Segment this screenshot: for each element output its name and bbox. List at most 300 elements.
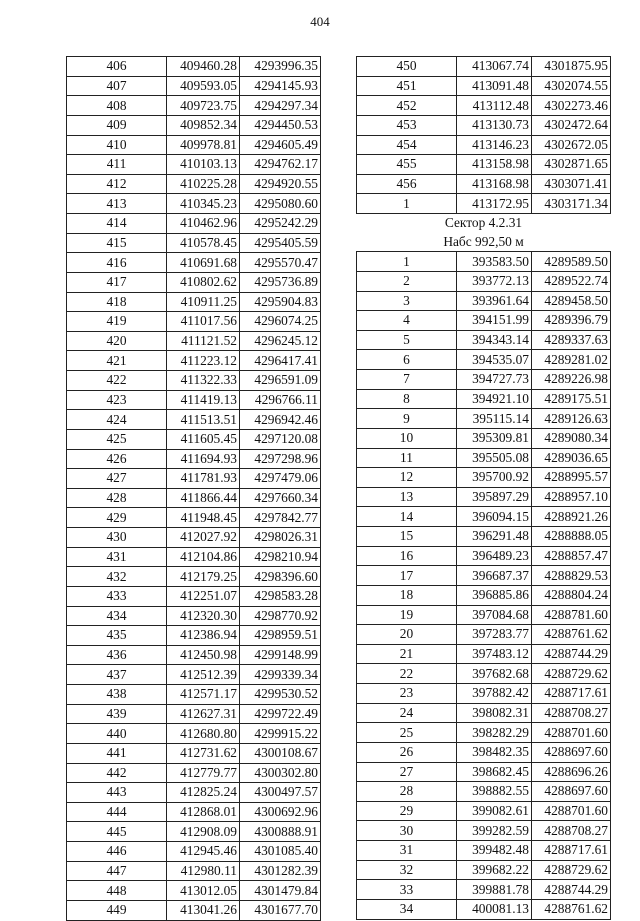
x-coordinate-cell: 398882.55 [457, 782, 532, 802]
x-coordinate-cell: 412680.80 [167, 724, 240, 744]
y-coordinate-cell: 4289175.51 [532, 389, 611, 409]
table-row [357, 487, 611, 507]
y-coordinate-cell: 4301085.40 [240, 842, 321, 862]
table-row [67, 233, 321, 253]
x-coordinate-cell: 393583.50 [457, 252, 532, 272]
y-coordinate-cell: 4294145.93 [240, 76, 321, 96]
y-coordinate-cell: 4300302.80 [240, 763, 321, 783]
point-number-cell: 433 [67, 586, 167, 606]
point-number-cell: 22 [357, 664, 457, 684]
table-row [357, 723, 611, 743]
x-coordinate-cell: 410345.23 [167, 194, 240, 214]
y-coordinate-cell: 4288697.60 [532, 742, 611, 762]
point-number-cell: 444 [67, 802, 167, 822]
x-coordinate-cell: 394343.14 [457, 330, 532, 350]
y-coordinate-cell: 4288697.60 [532, 782, 611, 802]
point-number-cell: 409 [67, 115, 167, 135]
point-number-cell: 445 [67, 822, 167, 842]
y-coordinate-cell: 4300497.57 [240, 783, 321, 803]
x-coordinate-cell: 396489.23 [457, 546, 532, 566]
x-coordinate-cell: 396885.86 [457, 585, 532, 605]
table-row [357, 194, 611, 214]
table-row [67, 174, 321, 194]
table-row [67, 685, 321, 705]
table-row [357, 370, 611, 390]
table-row [357, 311, 611, 331]
point-number-cell: 21 [357, 644, 457, 664]
table-row [357, 448, 611, 468]
y-coordinate-cell: 4295080.60 [240, 194, 321, 214]
x-coordinate-cell: 394921.10 [457, 389, 532, 409]
x-coordinate-cell: 399482.48 [457, 841, 532, 861]
point-number-cell: 449 [67, 900, 167, 920]
table-row [357, 135, 611, 155]
y-coordinate-cell: 4289522.74 [532, 271, 611, 291]
point-number-cell: 3 [357, 291, 457, 311]
x-coordinate-cell: 410802.62 [167, 272, 240, 292]
sector-heading-row [357, 214, 611, 233]
x-coordinate-cell: 394727.73 [457, 370, 532, 390]
x-coordinate-cell: 397283.77 [457, 625, 532, 645]
table-row [67, 410, 321, 430]
coordinates-table-right [356, 56, 611, 920]
x-coordinate-cell: 411948.45 [167, 508, 240, 528]
y-coordinate-cell: 4297842.77 [240, 508, 321, 528]
table-row [67, 214, 321, 234]
y-coordinate-cell: 4302472.64 [532, 115, 611, 135]
y-coordinate-cell: 4295405.59 [240, 233, 321, 253]
y-coordinate-cell: 4288761.62 [532, 899, 611, 919]
table-row [67, 900, 321, 920]
table-row [67, 469, 321, 489]
y-coordinate-cell: 4297660.34 [240, 488, 321, 508]
y-coordinate-cell: 4288888.05 [532, 527, 611, 547]
y-coordinate-cell: 4288729.62 [532, 664, 611, 684]
x-coordinate-cell: 413091.48 [457, 76, 532, 96]
x-coordinate-cell: 412868.01 [167, 802, 240, 822]
table-row [357, 57, 611, 77]
point-number-cell: 412 [67, 174, 167, 194]
y-coordinate-cell: 4288921.26 [532, 507, 611, 527]
table-row [67, 371, 321, 391]
point-number-cell: 439 [67, 704, 167, 724]
table-row [357, 330, 611, 350]
point-number-cell: 446 [67, 842, 167, 862]
y-coordinate-cell: 4295904.83 [240, 292, 321, 312]
y-coordinate-cell: 4296766.11 [240, 390, 321, 410]
table-row [67, 763, 321, 783]
point-number-cell: 415 [67, 233, 167, 253]
y-coordinate-cell: 4301282.39 [240, 861, 321, 881]
x-coordinate-cell: 399682.22 [457, 860, 532, 880]
point-number-cell: 427 [67, 469, 167, 489]
point-number-cell: 421 [67, 351, 167, 371]
y-coordinate-cell: 4289226.98 [532, 370, 611, 390]
y-coordinate-cell: 4297298.96 [240, 449, 321, 469]
table-row [357, 880, 611, 900]
table-row [67, 802, 321, 822]
x-coordinate-cell: 409978.81 [167, 135, 240, 155]
x-coordinate-cell: 413041.26 [167, 900, 240, 920]
y-coordinate-cell: 4289589.50 [532, 252, 611, 272]
point-number-cell: 25 [357, 723, 457, 743]
point-number-cell: 28 [357, 782, 457, 802]
point-number-cell: 1 [357, 194, 457, 214]
table-row [357, 155, 611, 175]
point-number-cell: 6 [357, 350, 457, 370]
table-row [357, 507, 611, 527]
y-coordinate-cell: 4289080.34 [532, 428, 611, 448]
point-number-cell: 26 [357, 742, 457, 762]
point-number-cell: 428 [67, 488, 167, 508]
point-number-cell: 448 [67, 881, 167, 901]
point-number-cell: 9 [357, 409, 457, 429]
x-coordinate-cell: 413172.95 [457, 194, 532, 214]
table-row [357, 762, 611, 782]
point-number-cell: 20 [357, 625, 457, 645]
table-row [357, 585, 611, 605]
y-coordinate-cell: 4289458.50 [532, 291, 611, 311]
table-row [67, 822, 321, 842]
table-row [67, 567, 321, 587]
table-row [67, 743, 321, 763]
point-number-cell: 33 [357, 880, 457, 900]
x-coordinate-cell: 398482.35 [457, 742, 532, 762]
y-coordinate-cell: 4302074.55 [532, 76, 611, 96]
x-coordinate-cell: 412731.62 [167, 743, 240, 763]
point-number-cell: 23 [357, 684, 457, 704]
y-coordinate-cell: 4298026.31 [240, 528, 321, 548]
x-coordinate-cell: 412386.94 [167, 626, 240, 646]
point-number-cell: 1 [357, 252, 457, 272]
point-number-cell: 34 [357, 899, 457, 919]
point-number-cell: 432 [67, 567, 167, 587]
table-row [357, 801, 611, 821]
x-coordinate-cell: 411223.12 [167, 351, 240, 371]
y-coordinate-cell: 4289281.02 [532, 350, 611, 370]
x-coordinate-cell: 411866.44 [167, 488, 240, 508]
table-row [67, 155, 321, 175]
point-number-cell: 29 [357, 801, 457, 821]
y-coordinate-cell: 4296417.41 [240, 351, 321, 371]
point-number-cell: 413 [67, 194, 167, 214]
y-coordinate-cell: 4288804.24 [532, 585, 611, 605]
x-coordinate-cell: 393772.13 [457, 271, 532, 291]
y-coordinate-cell: 4298959.51 [240, 626, 321, 646]
y-coordinate-cell: 4299530.52 [240, 685, 321, 705]
table-row [67, 645, 321, 665]
point-number-cell: 425 [67, 429, 167, 449]
table-row [357, 821, 611, 841]
x-coordinate-cell: 400081.13 [457, 899, 532, 919]
point-number-cell: 2 [357, 271, 457, 291]
table-row [67, 508, 321, 528]
point-number-cell: 16 [357, 546, 457, 566]
table-row [357, 389, 611, 409]
x-coordinate-cell: 412104.86 [167, 547, 240, 567]
x-coordinate-cell: 411121.52 [167, 331, 240, 351]
y-coordinate-cell: 4300692.96 [240, 802, 321, 822]
point-number-cell: 441 [67, 743, 167, 763]
point-number-cell: 422 [67, 371, 167, 391]
x-coordinate-cell: 410462.96 [167, 214, 240, 234]
point-number-cell: 406 [67, 57, 167, 77]
table-row [67, 96, 321, 116]
table-row [357, 899, 611, 919]
y-coordinate-cell: 4300888.91 [240, 822, 321, 842]
sector-heading-row [357, 233, 611, 252]
y-coordinate-cell: 4288701.60 [532, 723, 611, 743]
x-coordinate-cell: 397882.42 [457, 684, 532, 704]
table-row [357, 664, 611, 684]
y-coordinate-cell: 4288995.57 [532, 468, 611, 488]
table-row [357, 684, 611, 704]
point-number-cell: 447 [67, 861, 167, 881]
point-number-cell: 440 [67, 724, 167, 744]
x-coordinate-cell: 410225.28 [167, 174, 240, 194]
point-number-cell: 17 [357, 566, 457, 586]
table-row [67, 331, 321, 351]
x-coordinate-cell: 412627.31 [167, 704, 240, 724]
y-coordinate-cell: 4289126.63 [532, 409, 611, 429]
x-coordinate-cell: 395700.92 [457, 468, 532, 488]
table-row [357, 703, 611, 723]
sector-subtitle: Набс 992,50 м [443, 233, 524, 249]
point-number-cell: 7 [357, 370, 457, 390]
point-number-cell: 10 [357, 428, 457, 448]
y-coordinate-cell: 4289396.79 [532, 311, 611, 331]
point-number-cell: 27 [357, 762, 457, 782]
x-coordinate-cell: 412980.11 [167, 861, 240, 881]
y-coordinate-cell: 4299339.34 [240, 665, 321, 685]
y-coordinate-cell: 4300108.67 [240, 743, 321, 763]
point-number-cell: 5 [357, 330, 457, 350]
x-coordinate-cell: 412027.92 [167, 528, 240, 548]
y-coordinate-cell: 4294762.17 [240, 155, 321, 175]
table-row [357, 428, 611, 448]
x-coordinate-cell: 412945.46 [167, 842, 240, 862]
x-coordinate-cell: 413158.98 [457, 155, 532, 175]
point-number-cell: 11 [357, 448, 457, 468]
x-coordinate-cell: 411781.93 [167, 469, 240, 489]
table-row [357, 350, 611, 370]
point-number-cell: 14 [357, 507, 457, 527]
table-row [357, 605, 611, 625]
x-coordinate-cell: 412512.39 [167, 665, 240, 685]
point-number-cell: 453 [357, 115, 457, 135]
table-row [67, 272, 321, 292]
point-number-cell: 31 [357, 841, 457, 861]
table-row [357, 566, 611, 586]
x-coordinate-cell: 411419.13 [167, 390, 240, 410]
x-coordinate-cell: 411605.45 [167, 429, 240, 449]
table-row [357, 96, 611, 116]
x-coordinate-cell: 399282.59 [457, 821, 532, 841]
point-number-cell: 438 [67, 685, 167, 705]
table-row [357, 841, 611, 861]
y-coordinate-cell: 4302672.05 [532, 135, 611, 155]
point-number-cell: 13 [357, 487, 457, 507]
x-coordinate-cell: 395897.29 [457, 487, 532, 507]
x-coordinate-cell: 413012.05 [167, 881, 240, 901]
y-coordinate-cell: 4296074.25 [240, 312, 321, 332]
y-coordinate-cell: 4298210.94 [240, 547, 321, 567]
point-number-cell: 434 [67, 606, 167, 626]
table-row [357, 527, 611, 547]
table-row [67, 783, 321, 803]
y-coordinate-cell: 4294450.53 [240, 115, 321, 135]
table-row [67, 488, 321, 508]
table-row [67, 351, 321, 371]
table-row [67, 449, 321, 469]
table-row [67, 606, 321, 626]
point-number-cell: 418 [67, 292, 167, 312]
point-number-cell: 431 [67, 547, 167, 567]
point-number-cell: 24 [357, 703, 457, 723]
y-coordinate-cell: 4288857.47 [532, 546, 611, 566]
table-row [357, 252, 611, 272]
x-coordinate-cell: 395115.14 [457, 409, 532, 429]
x-coordinate-cell: 394535.07 [457, 350, 532, 370]
point-number-cell: 420 [67, 331, 167, 351]
y-coordinate-cell: 4302871.65 [532, 155, 611, 175]
x-coordinate-cell: 398082.31 [457, 703, 532, 723]
y-coordinate-cell: 4299915.22 [240, 724, 321, 744]
table-row [67, 292, 321, 312]
table-row [357, 644, 611, 664]
y-coordinate-cell: 4298770.92 [240, 606, 321, 626]
x-coordinate-cell: 412571.17 [167, 685, 240, 705]
x-coordinate-cell: 410103.13 [167, 155, 240, 175]
y-coordinate-cell: 4301875.95 [532, 57, 611, 77]
table-row [357, 468, 611, 488]
x-coordinate-cell: 410691.68 [167, 253, 240, 273]
x-coordinate-cell: 411017.56 [167, 312, 240, 332]
y-coordinate-cell: 4288957.10 [532, 487, 611, 507]
y-coordinate-cell: 4303171.34 [532, 194, 611, 214]
y-coordinate-cell: 4288744.29 [532, 880, 611, 900]
x-coordinate-cell: 412779.77 [167, 763, 240, 783]
point-number-cell: 443 [67, 783, 167, 803]
point-number-cell: 455 [357, 155, 457, 175]
table-row [67, 76, 321, 96]
y-coordinate-cell: 4299722.49 [240, 704, 321, 724]
point-number-cell: 436 [67, 645, 167, 665]
y-coordinate-cell: 4294605.49 [240, 135, 321, 155]
y-coordinate-cell: 4294297.34 [240, 96, 321, 116]
table-row [357, 860, 611, 880]
table-row [357, 742, 611, 762]
point-number-cell: 30 [357, 821, 457, 841]
y-coordinate-cell: 4297120.08 [240, 429, 321, 449]
y-coordinate-cell: 4288708.27 [532, 821, 611, 841]
x-coordinate-cell: 396094.15 [457, 507, 532, 527]
x-coordinate-cell: 412825.24 [167, 783, 240, 803]
y-coordinate-cell: 4294920.55 [240, 174, 321, 194]
point-number-cell: 450 [357, 57, 457, 77]
point-number-cell: 416 [67, 253, 167, 273]
coordinates-table-left [66, 56, 321, 921]
table-row [357, 76, 611, 96]
table-row [357, 625, 611, 645]
point-number-cell: 429 [67, 508, 167, 528]
x-coordinate-cell: 396687.37 [457, 566, 532, 586]
point-number-cell: 407 [67, 76, 167, 96]
x-coordinate-cell: 413112.48 [457, 96, 532, 116]
point-number-cell: 452 [357, 96, 457, 116]
table-row [67, 626, 321, 646]
table-row [67, 842, 321, 862]
x-coordinate-cell: 413168.98 [457, 174, 532, 194]
table-row [67, 57, 321, 77]
point-number-cell: 456 [357, 174, 457, 194]
y-coordinate-cell: 4295242.29 [240, 214, 321, 234]
x-coordinate-cell: 412320.30 [167, 606, 240, 626]
sector-title: Сектор 4.2.31 [444, 215, 523, 231]
x-coordinate-cell: 397682.68 [457, 664, 532, 684]
x-coordinate-cell: 395505.08 [457, 448, 532, 468]
x-coordinate-cell: 410911.25 [167, 292, 240, 312]
y-coordinate-cell: 4301479.84 [240, 881, 321, 901]
table-row [67, 704, 321, 724]
x-coordinate-cell: 412179.25 [167, 567, 240, 587]
point-number-cell: 408 [67, 96, 167, 116]
y-coordinate-cell: 4298583.28 [240, 586, 321, 606]
table-row [357, 291, 611, 311]
table-row [67, 547, 321, 567]
point-number-cell: 15 [357, 527, 457, 547]
point-number-cell: 435 [67, 626, 167, 646]
y-coordinate-cell: 4302273.46 [532, 96, 611, 116]
x-coordinate-cell: 410578.45 [167, 233, 240, 253]
x-coordinate-cell: 413130.73 [457, 115, 532, 135]
point-number-cell: 12 [357, 468, 457, 488]
y-coordinate-cell: 4295736.89 [240, 272, 321, 292]
y-coordinate-cell: 4303071.41 [532, 174, 611, 194]
y-coordinate-cell: 4297479.06 [240, 469, 321, 489]
y-coordinate-cell: 4288744.29 [532, 644, 611, 664]
table-row [67, 861, 321, 881]
x-coordinate-cell: 412908.09 [167, 822, 240, 842]
x-coordinate-cell: 398282.29 [457, 723, 532, 743]
point-number-cell: 414 [67, 214, 167, 234]
point-number-cell: 18 [357, 585, 457, 605]
x-coordinate-cell: 409723.75 [167, 96, 240, 116]
x-coordinate-cell: 399082.61 [457, 801, 532, 821]
table-row [67, 390, 321, 410]
x-coordinate-cell: 393961.64 [457, 291, 532, 311]
point-number-cell: 437 [67, 665, 167, 685]
y-coordinate-cell: 4288717.61 [532, 841, 611, 861]
point-number-cell: 419 [67, 312, 167, 332]
table-row [357, 782, 611, 802]
x-coordinate-cell: 413067.74 [457, 57, 532, 77]
x-coordinate-cell: 409460.28 [167, 57, 240, 77]
point-number-cell: 454 [357, 135, 457, 155]
x-coordinate-cell: 394151.99 [457, 311, 532, 331]
x-coordinate-cell: 399881.78 [457, 880, 532, 900]
table-row [357, 174, 611, 194]
x-coordinate-cell: 396291.48 [457, 527, 532, 547]
x-coordinate-cell: 411694.93 [167, 449, 240, 469]
point-number-cell: 19 [357, 605, 457, 625]
x-coordinate-cell: 395309.81 [457, 428, 532, 448]
y-coordinate-cell: 4288781.60 [532, 605, 611, 625]
x-coordinate-cell: 398682.45 [457, 762, 532, 782]
x-coordinate-cell: 409852.34 [167, 115, 240, 135]
table-row [67, 586, 321, 606]
table-row [67, 881, 321, 901]
